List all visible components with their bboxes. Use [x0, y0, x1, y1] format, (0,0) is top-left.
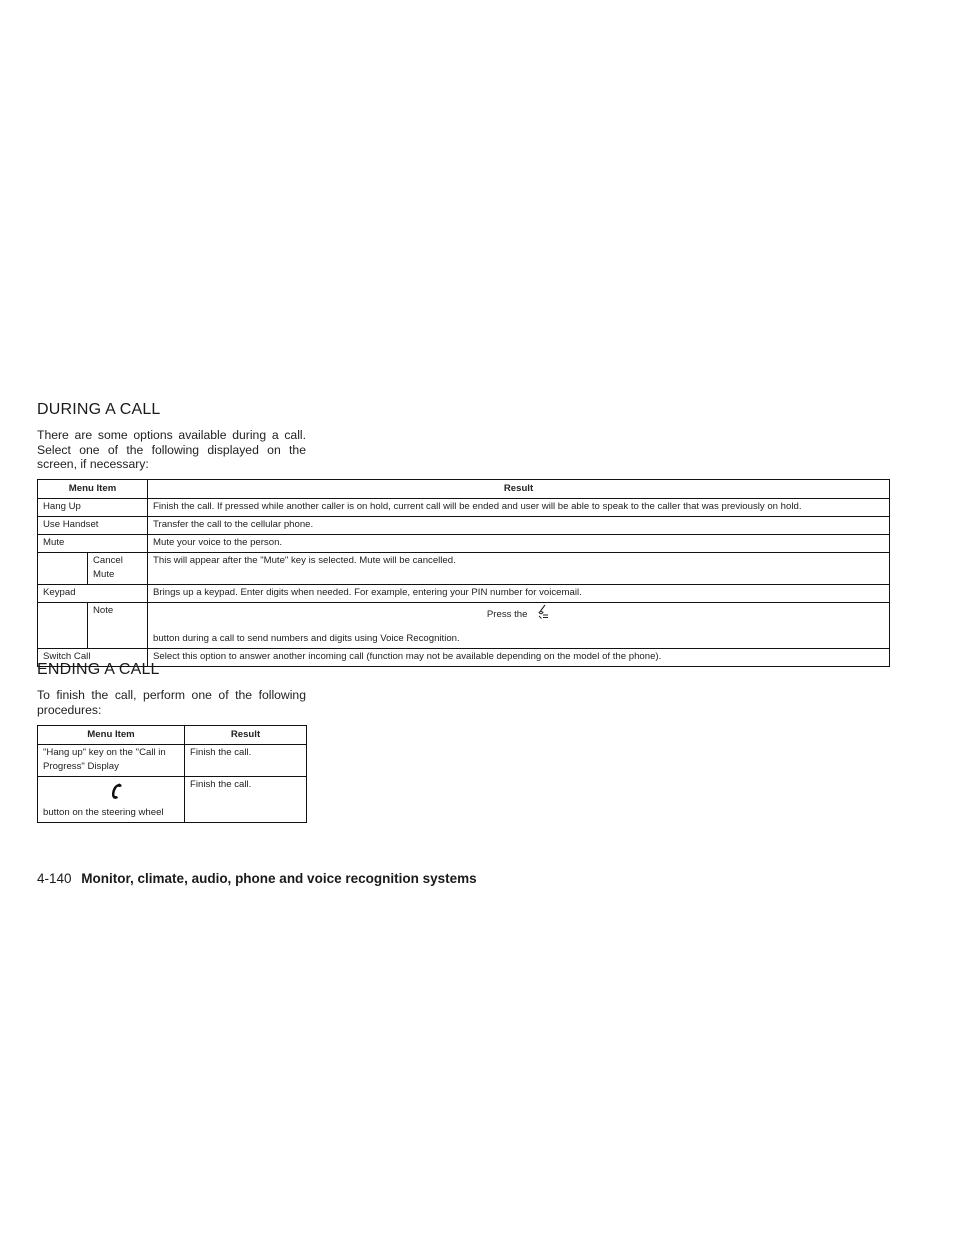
table-row	[38, 585, 890, 603]
section-heading-during-a-call: DURING A CALL	[37, 401, 161, 418]
section-heading-ending-a-call: ENDING A CALL	[37, 661, 160, 678]
result-cell: This will appear after the "Mute" key is selected. Mute will be cancelled.	[148, 553, 890, 585]
result-cell: Mute your voice to the person.	[148, 535, 890, 553]
sub-item-cell: Note	[88, 603, 148, 649]
table-row	[38, 535, 890, 553]
page-footer	[37, 871, 477, 886]
menu-item-cell: "Hang up" key on the "Call in Progress" Display	[38, 745, 185, 777]
table-row	[38, 649, 890, 667]
voice-recognition-icon	[536, 604, 550, 625]
phone-hangup-icon	[109, 782, 123, 800]
result-cell: Transfer the call to the cellular phone.	[148, 517, 890, 535]
empty-cell	[38, 603, 88, 649]
table-header-row	[38, 726, 307, 745]
table-row	[38, 777, 307, 823]
header-menu-item: Menu Item	[38, 480, 148, 499]
table-row	[38, 553, 890, 585]
menu-item-cell: Mute	[38, 535, 148, 553]
ending-call-table	[37, 725, 307, 823]
menu-item-cell: Hang Up	[38, 499, 148, 517]
result-cell: Brings up a keypad. Enter digits when needed. For example, entering your PIN number for voicemail.	[148, 585, 890, 603]
table-row	[38, 517, 890, 535]
section-title: Monitor, climate, audio, phone and voice recognition systems	[81, 871, 477, 886]
table-header-row	[38, 480, 890, 499]
page-number: 4-140	[37, 871, 72, 886]
result-cell: Select this option to answer another incoming call (function may not be available depending on the model of the phone).	[148, 649, 890, 667]
note-line	[153, 604, 884, 632]
result-cell: Finish the call. If pressed while another caller is on hold, current call will be ended and user will be able to speak to the caller that was previously on hold.	[148, 499, 890, 517]
steering-wheel-button-label: button on the steering wheel	[43, 807, 164, 818]
sub-item-cell: Cancel Mute	[88, 553, 148, 585]
table-row	[38, 499, 890, 517]
empty-cell	[38, 553, 88, 585]
menu-item-cell: Keypad	[38, 585, 148, 603]
ending-call-intro: To finish the call, perform one of the following procedures:	[37, 688, 306, 717]
during-call-options-table	[37, 479, 890, 667]
table-row	[38, 603, 890, 649]
menu-item-cell	[38, 777, 185, 823]
header-menu-item: Menu Item	[38, 726, 185, 745]
table-row	[38, 745, 307, 777]
menu-item-cell: Switch Call	[38, 649, 148, 667]
result-cell	[148, 603, 890, 649]
note-continuation: button during a call to send numbers and digits using Voice Recognition.	[153, 633, 460, 644]
header-result: Result	[148, 480, 890, 499]
menu-item-cell: Use Handset	[38, 517, 148, 535]
result-cell: Finish the call.	[185, 777, 307, 823]
header-result: Result	[185, 726, 307, 745]
during-call-intro: There are some options available during a call. Select one of the following displayed on the screen, if necessary:	[37, 428, 306, 471]
note-press-text: Press the	[486, 609, 528, 621]
result-cell: Finish the call.	[185, 745, 307, 777]
